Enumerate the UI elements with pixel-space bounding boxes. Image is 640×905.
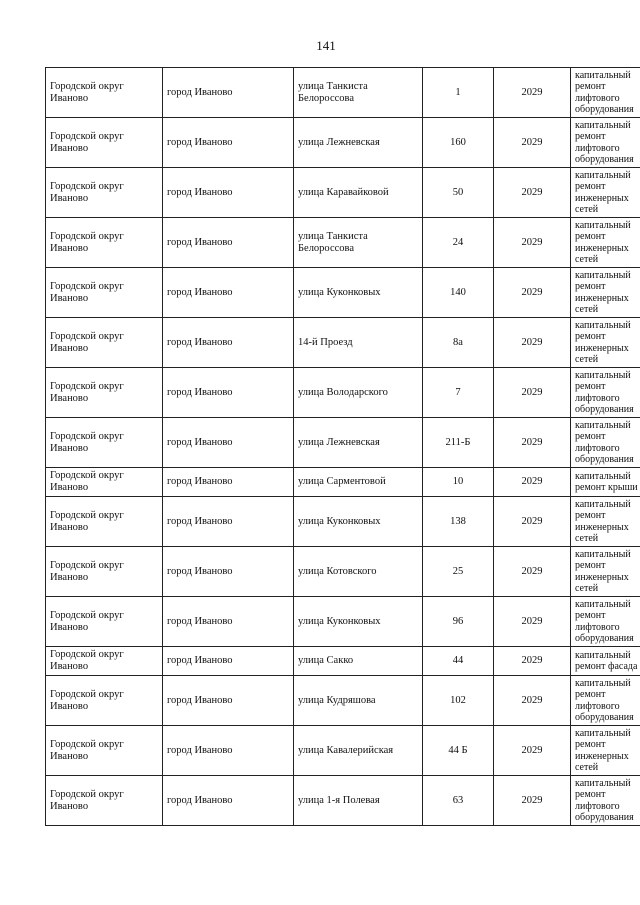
house-number-cell: 140 bbox=[423, 268, 494, 318]
street-cell: улица Куконковых bbox=[294, 268, 423, 318]
table-row bbox=[46, 647, 640, 676]
municipality-cell: Городской округ Иваново bbox=[46, 318, 163, 368]
work-type-cell: капитальный ремонт инженерных сетей bbox=[571, 168, 640, 218]
work-type-cell: капитальный ремонт лифтового оборудования bbox=[571, 597, 640, 647]
house-number-cell: 44 Б bbox=[423, 726, 494, 776]
table-row bbox=[46, 418, 640, 468]
house-number-cell: 10 bbox=[423, 468, 494, 497]
street-cell: улица Володарского bbox=[294, 368, 423, 418]
house-number-cell: 1 bbox=[423, 68, 494, 118]
settlement-cell: город Иваново bbox=[163, 547, 294, 597]
table-row bbox=[46, 726, 640, 776]
municipality-cell: Городской округ Иваново bbox=[46, 118, 163, 168]
year-cell: 2029 bbox=[494, 647, 571, 676]
municipality-cell: Городской округ Иваново bbox=[46, 218, 163, 268]
year-cell: 2029 bbox=[494, 218, 571, 268]
work-type-cell: капитальный ремонт лифтового оборудования bbox=[571, 68, 640, 118]
year-cell: 2029 bbox=[494, 418, 571, 468]
work-type-cell: капитальный ремонт крыши bbox=[571, 468, 640, 497]
street-cell: улица Сарментовой bbox=[294, 468, 423, 497]
settlement-cell: город Иваново bbox=[163, 318, 294, 368]
settlement-cell: город Иваново bbox=[163, 776, 294, 826]
street-cell: улица Кудряшова bbox=[294, 676, 423, 726]
street-cell: улица Куконковых bbox=[294, 497, 423, 547]
work-type-cell: капитальный ремонт инженерных сетей bbox=[571, 318, 640, 368]
municipality-cell: Городской округ Иваново bbox=[46, 368, 163, 418]
settlement-cell: город Иваново bbox=[163, 468, 294, 497]
year-cell: 2029 bbox=[494, 597, 571, 647]
year-cell: 2029 bbox=[494, 726, 571, 776]
table-body bbox=[46, 68, 640, 826]
house-number-cell: 211-Б bbox=[423, 418, 494, 468]
house-number-cell: 96 bbox=[423, 597, 494, 647]
year-cell: 2029 bbox=[494, 676, 571, 726]
table-row bbox=[46, 368, 640, 418]
table-row bbox=[46, 318, 640, 368]
settlement-cell: город Иваново bbox=[163, 368, 294, 418]
street-cell: улица 1-я Полевая bbox=[294, 776, 423, 826]
settlement-cell: город Иваново bbox=[163, 118, 294, 168]
settlement-cell: город Иваново bbox=[163, 168, 294, 218]
settlement-cell: город Иваново bbox=[163, 497, 294, 547]
year-cell: 2029 bbox=[494, 168, 571, 218]
year-cell: 2029 bbox=[494, 118, 571, 168]
house-number-cell: 160 bbox=[423, 118, 494, 168]
table-row bbox=[46, 497, 640, 547]
work-type-cell: капитальный ремонт инженерных сетей bbox=[571, 218, 640, 268]
house-number-cell: 138 bbox=[423, 497, 494, 547]
settlement-cell: город Иваново bbox=[163, 647, 294, 676]
work-type-cell: капитальный ремонт инженерных сетей bbox=[571, 547, 640, 597]
repair-schedule-table bbox=[45, 67, 640, 826]
table-row bbox=[46, 468, 640, 497]
house-number-cell: 24 bbox=[423, 218, 494, 268]
work-type-cell: капитальный ремонт лифтового оборудования bbox=[571, 676, 640, 726]
table-row bbox=[46, 218, 640, 268]
work-type-cell: капитальный ремонт инженерных сетей bbox=[571, 497, 640, 547]
settlement-cell: город Иваново bbox=[163, 676, 294, 726]
work-type-cell: капитальный ремонт фасада bbox=[571, 647, 640, 676]
house-number-cell: 7 bbox=[423, 368, 494, 418]
house-number-cell: 63 bbox=[423, 776, 494, 826]
street-cell: улица Кавалерийская bbox=[294, 726, 423, 776]
work-type-cell: капитальный ремонт инженерных сетей bbox=[571, 726, 640, 776]
year-cell: 2029 bbox=[494, 497, 571, 547]
house-number-cell: 50 bbox=[423, 168, 494, 218]
settlement-cell: город Иваново bbox=[163, 418, 294, 468]
municipality-cell: Городской округ Иваново bbox=[46, 268, 163, 318]
year-cell: 2029 bbox=[494, 368, 571, 418]
street-cell: улица Лежневская bbox=[294, 418, 423, 468]
work-type-cell: капитальный ремонт лифтового оборудования bbox=[571, 118, 640, 168]
table-row bbox=[46, 268, 640, 318]
settlement-cell: город Иваново bbox=[163, 268, 294, 318]
municipality-cell: Городской округ Иваново bbox=[46, 647, 163, 676]
street-cell: улица Танкиста Белороссова bbox=[294, 68, 423, 118]
settlement-cell: город Иваново bbox=[163, 597, 294, 647]
table-row bbox=[46, 597, 640, 647]
street-cell: улица Танкиста Белороссова bbox=[294, 218, 423, 268]
municipality-cell: Городской округ Иваново bbox=[46, 597, 163, 647]
municipality-cell: Городской округ Иваново bbox=[46, 68, 163, 118]
street-cell: улица Сакко bbox=[294, 647, 423, 676]
work-type-cell: капитальный ремонт лифтового оборудования bbox=[571, 368, 640, 418]
year-cell: 2029 bbox=[494, 268, 571, 318]
table-row bbox=[46, 676, 640, 726]
municipality-cell: Городской округ Иваново bbox=[46, 418, 163, 468]
house-number-cell: 25 bbox=[423, 547, 494, 597]
municipality-cell: Городской округ Иваново bbox=[46, 468, 163, 497]
house-number-cell: 44 bbox=[423, 647, 494, 676]
house-number-cell: 102 bbox=[423, 676, 494, 726]
settlement-cell: город Иваново bbox=[163, 218, 294, 268]
municipality-cell: Городской округ Иваново bbox=[46, 168, 163, 218]
work-type-cell: капитальный ремонт лифтового оборудования bbox=[571, 776, 640, 826]
table-row bbox=[46, 547, 640, 597]
municipality-cell: Городской округ Иваново bbox=[46, 676, 163, 726]
table-row bbox=[46, 776, 640, 826]
settlement-cell: город Иваново bbox=[163, 68, 294, 118]
table-row bbox=[46, 118, 640, 168]
street-cell: улица Лежневская bbox=[294, 118, 423, 168]
street-cell: улица Куконковых bbox=[294, 597, 423, 647]
work-type-cell: капитальный ремонт лифтового оборудования bbox=[571, 418, 640, 468]
year-cell: 2029 bbox=[494, 68, 571, 118]
municipality-cell: Городской округ Иваново bbox=[46, 497, 163, 547]
street-cell: улица Каравайковой bbox=[294, 168, 423, 218]
settlement-cell: город Иваново bbox=[163, 726, 294, 776]
municipality-cell: Городской округ Иваново bbox=[46, 776, 163, 826]
table-row bbox=[46, 68, 640, 118]
house-number-cell: 8а bbox=[423, 318, 494, 368]
street-cell: улица Котовского bbox=[294, 547, 423, 597]
street-cell: 14-й Проезд bbox=[294, 318, 423, 368]
municipality-cell: Городской округ Иваново bbox=[46, 726, 163, 776]
year-cell: 2029 bbox=[494, 776, 571, 826]
page-number: 141 bbox=[316, 38, 336, 53]
table-row bbox=[46, 168, 640, 218]
year-cell: 2029 bbox=[494, 318, 571, 368]
work-type-cell: капитальный ремонт инженерных сетей bbox=[571, 268, 640, 318]
year-cell: 2029 bbox=[494, 468, 571, 497]
year-cell: 2029 bbox=[494, 547, 571, 597]
municipality-cell: Городской округ Иваново bbox=[46, 547, 163, 597]
